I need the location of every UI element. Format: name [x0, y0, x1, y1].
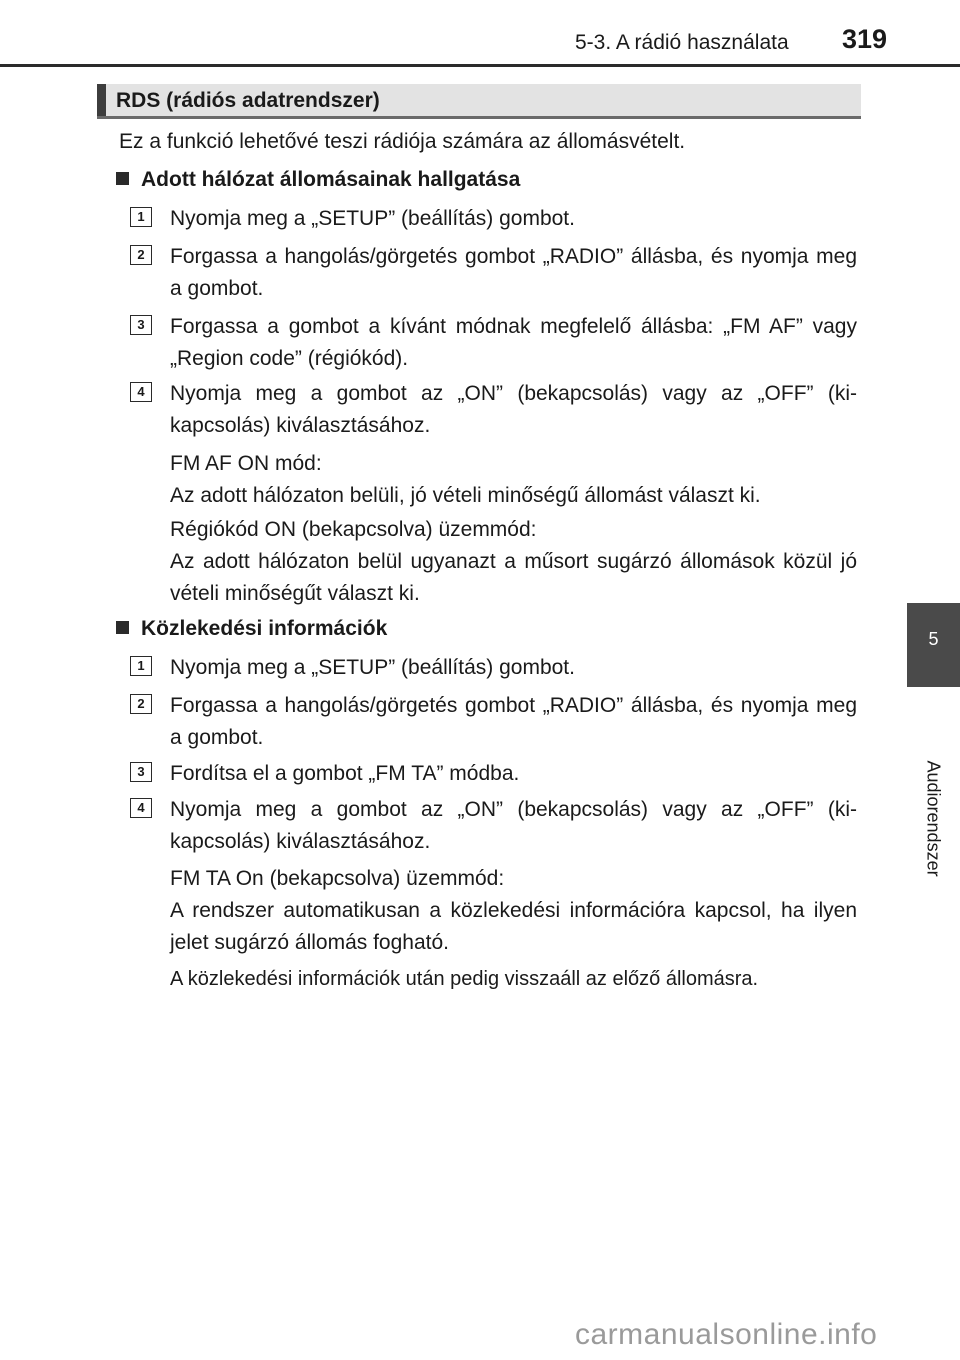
page-number: 319: [842, 24, 888, 54]
note-text: Az adott hálózaton belüli, jó vételi minőségű állomást választ ki.: [170, 484, 761, 507]
step-number-badge: 3: [130, 762, 152, 782]
note-text: Az adott hálózaton belül ugyanazt a műsort sugárzó állomások közül jó vételi minőségűt választ ki.: [170, 550, 857, 605]
section-title: RDS (rádiós adatrendszer): [116, 89, 380, 112]
chapter-tab: [907, 603, 960, 687]
step-number-badge: 2: [130, 245, 152, 265]
step-number-badge: 2: [130, 694, 152, 714]
step-text: Fordítsa el a gombot „FM TA” módba.: [170, 762, 520, 785]
step-text: Forgassa a hangolás/görgetés gombot „RADIO” állásba, és nyomja meg a gombot.: [170, 694, 857, 749]
watermark-text: carmanualsonline.info: [575, 1318, 878, 1351]
step-text: Forgassa a hangolás/görgetés gombot „RADIO” állásba, és nyomja meg a gombot.: [170, 245, 857, 300]
subheading-text: Adott hálózat állomásainak hallgatása: [141, 168, 521, 191]
step-text: Nyomja meg a gombot az „ON” (bekapcsolás) vagy az „OFF” (ki-kapcsolás) kiválasztásához.: [170, 798, 857, 853]
step-number-badge: 1: [130, 656, 152, 676]
square-bullet-icon: [116, 172, 129, 185]
step-text: Nyomja meg a „SETUP” (beállítás) gombot.: [170, 656, 575, 679]
step-text: Nyomja meg a „SETUP” (beállítás) gombot.: [170, 207, 575, 230]
step-text: Forgassa a gombot a kívánt módnak megfelelő állásba: „FM AF” vagy „Region code” (régiókód).: [170, 315, 857, 370]
chapter-number: 5: [928, 629, 939, 649]
square-bullet-icon: [116, 621, 129, 634]
note-text: A közlekedési információk után pedig visszaáll az előző állomásra.: [170, 968, 759, 990]
subheading-traffic-info: [116, 617, 387, 641]
step-number-badge: 1: [130, 207, 152, 227]
step-number-badge: 4: [130, 798, 152, 818]
step-number-badge: 4: [130, 382, 152, 402]
note-title: FM AF ON mód:: [170, 452, 322, 475]
intro-text: Ez a funkció lehetővé teszi rádiója számára az állomásvételt.: [119, 130, 686, 153]
section-header-label: 5-3. A rádió használata: [575, 31, 789, 54]
section-title-bar: [97, 84, 861, 119]
step-text: Nyomja meg a gombot az „ON” (bekapcsolás) vagy az „OFF” (ki-kapcsolás) kiválasztásához.: [170, 382, 857, 437]
step-number-badge: 3: [130, 315, 152, 335]
header-rule: [0, 64, 960, 67]
chapter-label: Audiorendszer: [923, 760, 944, 877]
note-title: Régiókód ON (bekapcsolva) üzemmód:: [170, 518, 537, 541]
note-text: A rendszer automatikusan a közlekedési információra kapcsol, ha ilyen jelet sugárzó állomás fogható.: [170, 899, 857, 954]
note-title: FM TA On (bekapcsolva) üzemmód:: [170, 867, 505, 890]
subheading-text: Közlekedési információk: [141, 617, 388, 640]
section-title-accent: [97, 84, 106, 116]
subheading-network-stations: [116, 168, 520, 192]
